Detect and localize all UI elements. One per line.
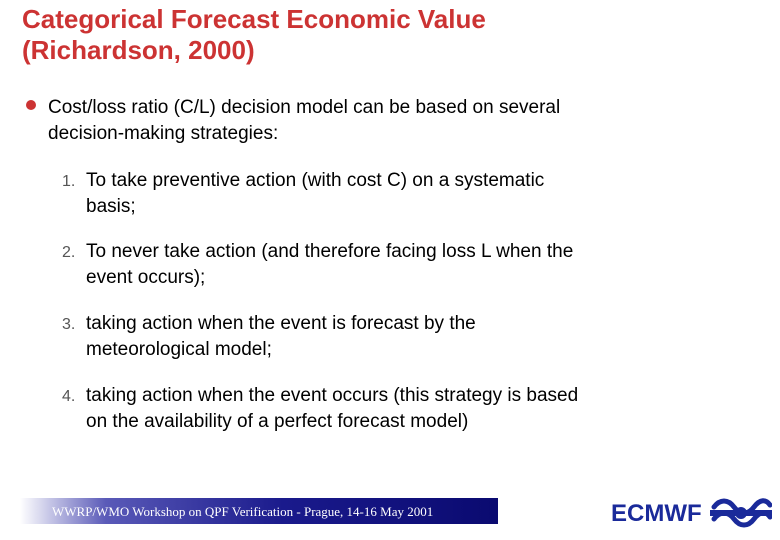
strategy-number: 3. xyxy=(62,316,76,333)
strategy-text-line1: To take preventive action (with cost C) on a systematic xyxy=(86,170,545,191)
strategy-text xyxy=(86,383,726,435)
strategy-text xyxy=(86,168,726,220)
strategy-text-line1: taking action when the event is forecast by the xyxy=(86,313,476,334)
ecmwf-wordmark: ECMWF xyxy=(611,500,702,527)
slide-title xyxy=(22,4,762,66)
bullet-dot-icon xyxy=(26,100,36,110)
strategy-number: 2. xyxy=(62,244,76,261)
slide-title-line1: Categorical Forecast Economic Value xyxy=(22,4,486,34)
strategy-text xyxy=(86,311,726,363)
strategy-text-line2: meteorological model; xyxy=(86,339,272,360)
strategy-text-line2: basis; xyxy=(86,196,136,217)
strategy-number: 1. xyxy=(62,173,76,190)
main-bullet-text xyxy=(48,95,738,147)
ecmwf-logo-icon xyxy=(710,495,772,531)
strategy-number: 4. xyxy=(62,388,76,405)
strategy-text xyxy=(86,239,726,291)
main-bullet-line2: decision-making strategies: xyxy=(48,123,279,144)
footer-workshop-text: WWRP/WMO Workshop on QPF Verification - Prague, 14-16 May 2001 xyxy=(52,504,434,519)
strategy-text-line2: on the availability of a perfect forecast model) xyxy=(86,411,469,432)
strategy-text-line1: To never take action (and therefore facing loss L when the xyxy=(86,241,574,262)
slide-title-line2: (Richardson, 2000) xyxy=(22,35,255,65)
main-bullet-line1: Cost/loss ratio (C/L) decision model can be based on several xyxy=(48,97,561,118)
strategy-text-line1: taking action when the event occurs (this strategy is based xyxy=(86,385,579,406)
strategy-text-line2: event occurs); xyxy=(86,267,206,288)
